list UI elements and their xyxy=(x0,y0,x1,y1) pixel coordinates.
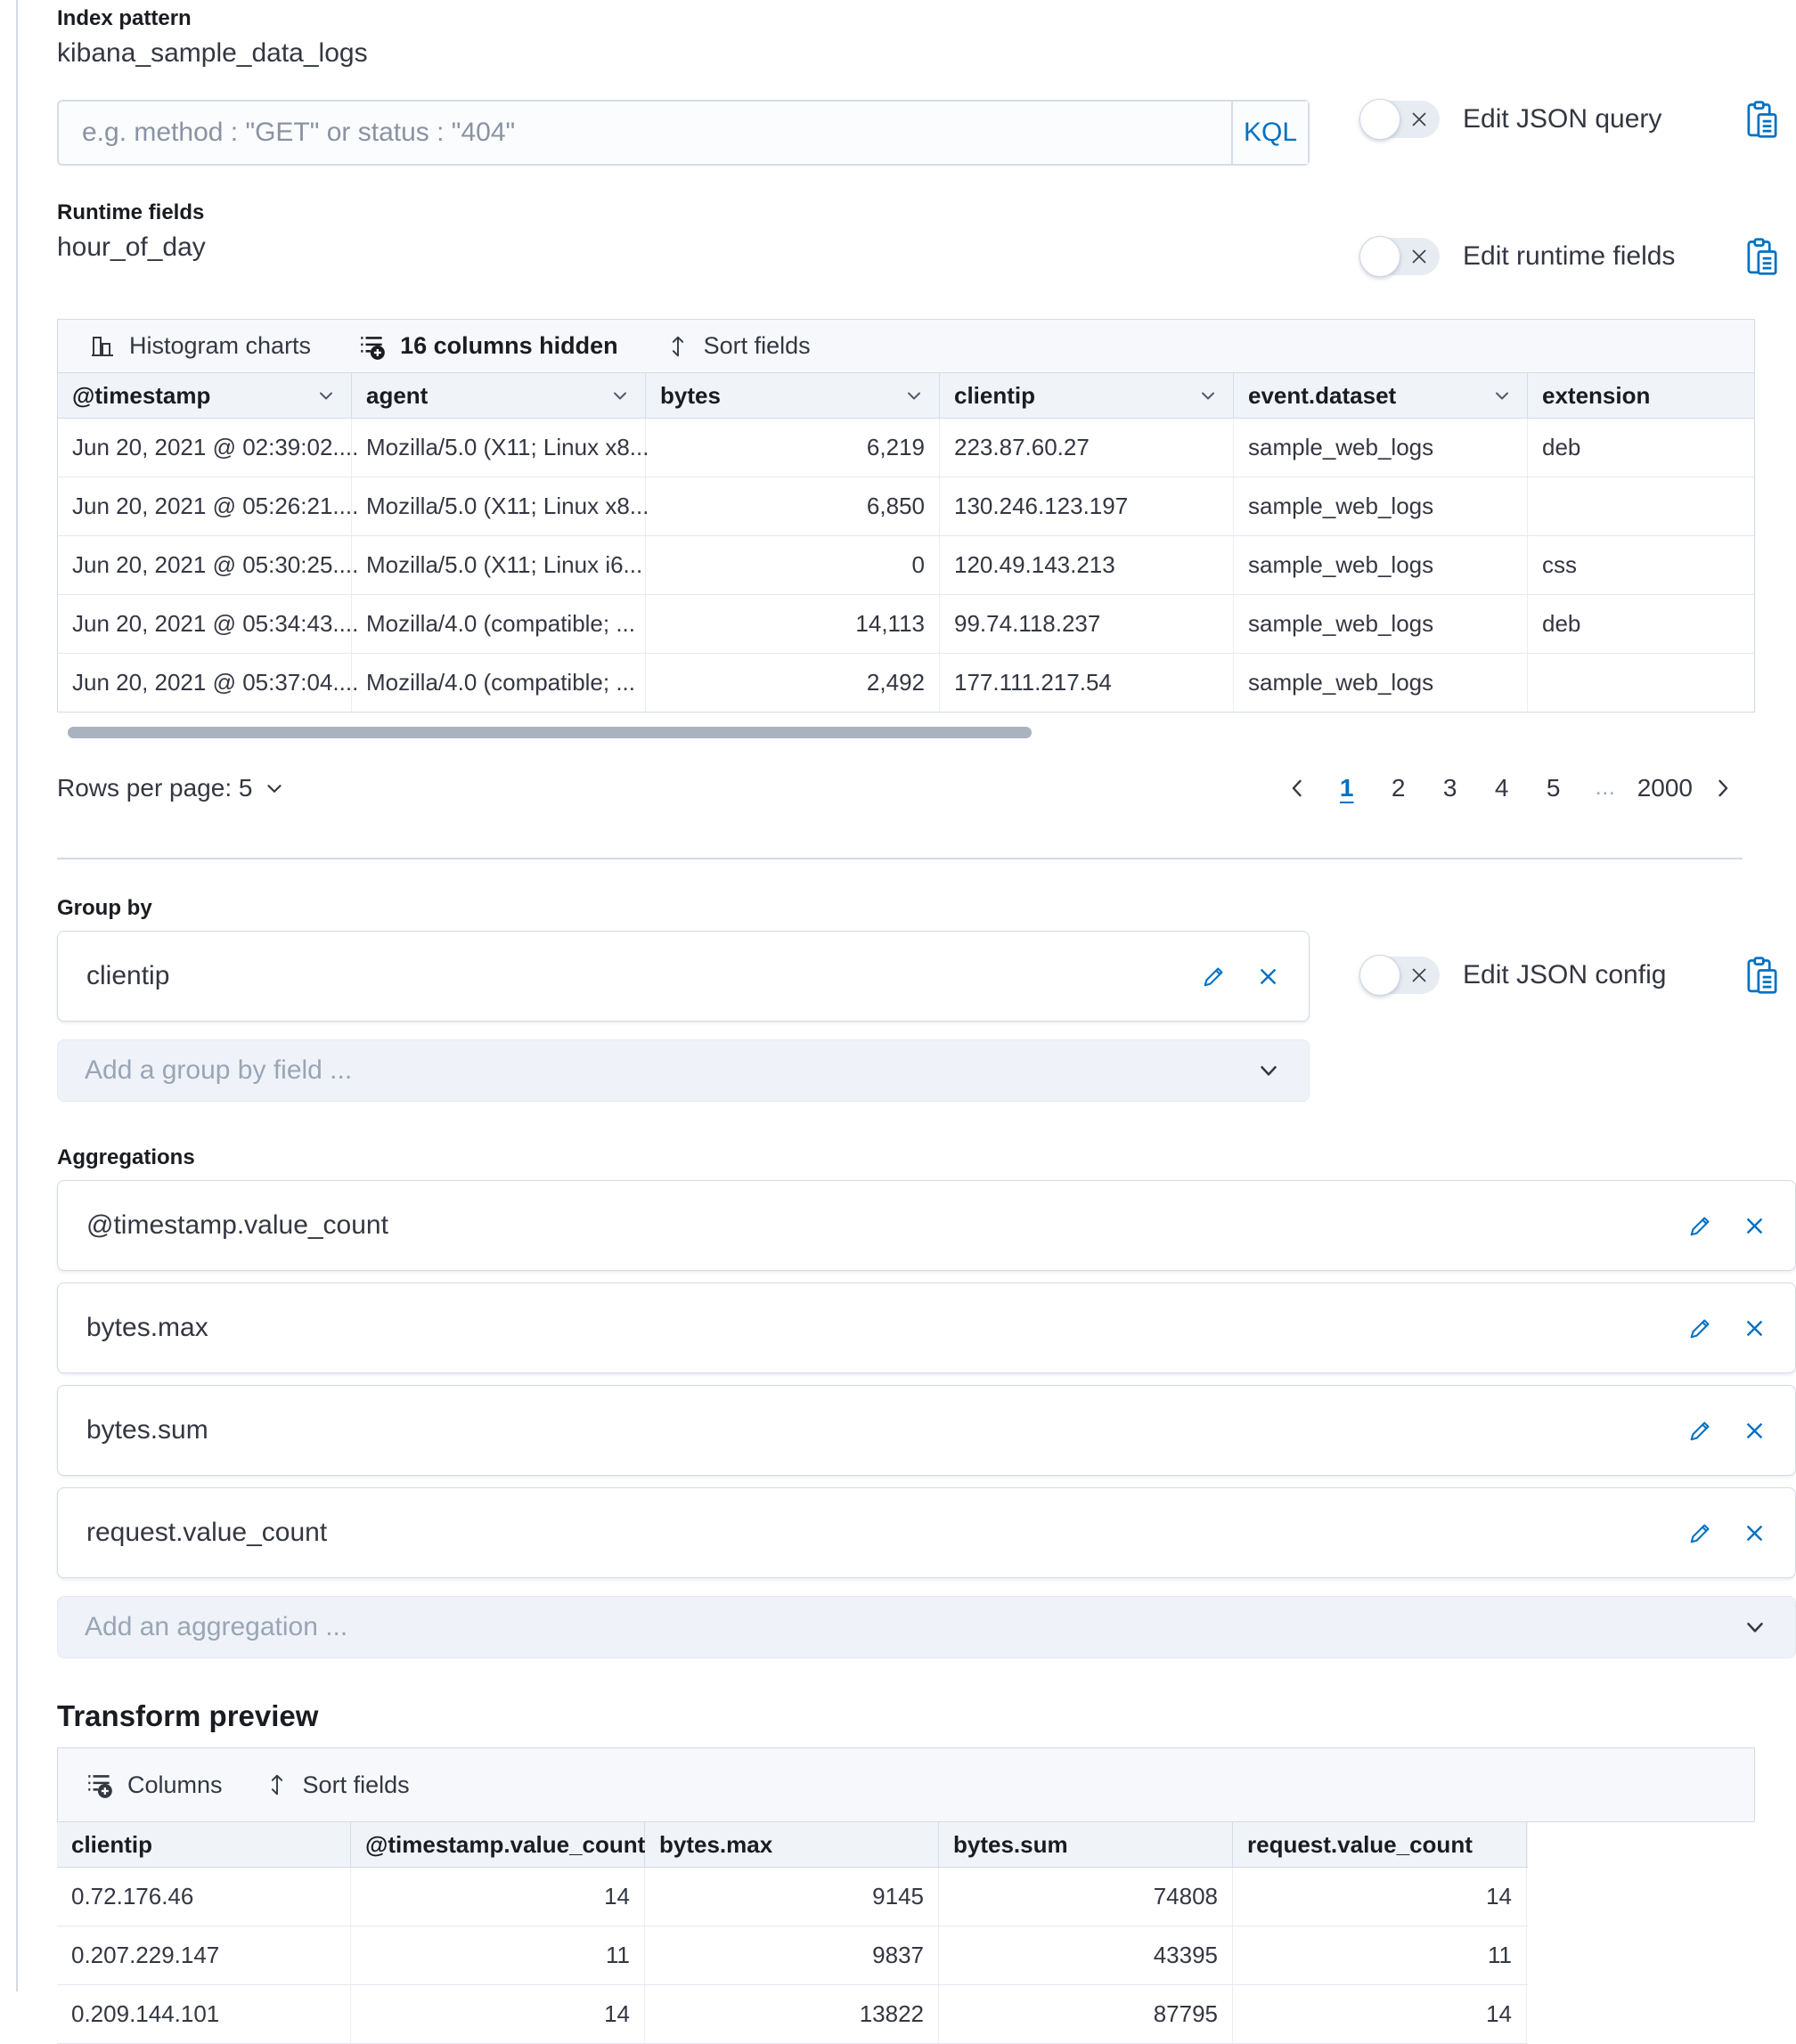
index-pattern-value: kibana_sample_data_logs xyxy=(57,38,368,68)
cell-clientip: 223.87.60.27 xyxy=(940,419,1234,476)
add-group-by-placeholder: Add a group by field ... xyxy=(85,1055,353,1085)
cell-clientip: 130.246.123.197 xyxy=(940,477,1234,535)
column-header-bytes[interactable]: bytes xyxy=(646,373,940,418)
remove-group-by-button[interactable] xyxy=(1256,965,1280,989)
cell-request-value-count: 14 xyxy=(1233,1868,1527,1926)
cell-agent: Mozilla/4.0 (compatible; ... xyxy=(352,654,646,712)
cell-bytes: 6,850 xyxy=(646,477,940,535)
table-row xyxy=(58,595,1754,654)
edit-json-query-rail xyxy=(1310,100,1796,139)
pencil-icon xyxy=(1687,1519,1714,1546)
aggregation-item-label: @timestamp.value_count xyxy=(86,1210,388,1240)
cell-bytes-max: 9145 xyxy=(645,1868,939,1926)
cell-dataset: sample_web_logs xyxy=(1234,654,1528,712)
chevron-down-icon[interactable] xyxy=(1742,1614,1768,1641)
index-pattern-label: Index pattern xyxy=(57,6,192,30)
search-input[interactable] xyxy=(59,102,1231,164)
cell-timestamp: Jun 20, 2021 @ 05:34:43.... xyxy=(58,595,352,653)
group-by-row xyxy=(57,922,1796,1102)
pencil-icon xyxy=(1687,1417,1714,1444)
page-ellipsis: … xyxy=(1594,776,1616,800)
table-row xyxy=(58,536,1754,595)
cell-timestamp: Jun 20, 2021 @ 05:26:21.... xyxy=(58,477,352,535)
edit-aggregation-button[interactable] xyxy=(1687,1212,1714,1239)
runtime-fields-label: Runtime fields xyxy=(57,200,205,224)
aggregation-item-bytes-max xyxy=(57,1283,1796,1373)
search-bar xyxy=(57,100,1310,166)
runtime-fields-row xyxy=(57,200,1796,276)
cell-bytes-max: 13822 xyxy=(645,1985,939,2043)
rows-per-page-button[interactable] xyxy=(57,774,286,802)
toggle-off-x-icon xyxy=(1409,247,1429,266)
pencil-icon xyxy=(1201,963,1228,989)
chevron-right-icon xyxy=(1710,776,1735,801)
aggregations-list xyxy=(57,1171,1796,1658)
sort-arrows-icon xyxy=(264,1771,290,1798)
cell-dataset: sample_web_logs xyxy=(1234,419,1528,476)
table-row xyxy=(58,419,1754,477)
copy-json-config-button[interactable] xyxy=(1743,956,1782,995)
add-aggregation-combobox[interactable] xyxy=(57,1596,1796,1658)
toggle-knob xyxy=(1359,236,1400,277)
remove-aggregation-button[interactable] xyxy=(1743,1419,1767,1443)
sort-fields-button[interactable] xyxy=(665,332,811,360)
column-list-icon xyxy=(357,331,388,362)
table-row xyxy=(57,1868,1528,1926)
transform-preview-grid xyxy=(57,1747,1755,2044)
close-icon xyxy=(1743,1521,1767,1545)
edit-runtime-fields-label[interactable]: Edit runtime fields xyxy=(1463,241,1676,271)
histogram-charts-label: Histogram charts xyxy=(129,332,312,359)
columns-hidden-label: 16 columns hidden xyxy=(400,332,618,359)
cell-bytes-max: 9837 xyxy=(645,1926,939,1984)
cell-dataset: sample_web_logs xyxy=(1234,595,1528,653)
cell-bytes: 2,492 xyxy=(646,654,940,712)
sort-arrows-icon xyxy=(665,333,691,360)
prev-page-button[interactable] xyxy=(1279,776,1315,801)
remove-aggregation-button[interactable] xyxy=(1743,1316,1767,1340)
page-button-1[interactable]: 1 xyxy=(1327,769,1367,808)
cell-bytes-sum: 43395 xyxy=(939,1926,1233,1984)
pagination-row xyxy=(57,769,1755,808)
cell-clientip: 0.72.176.46 xyxy=(57,1868,351,1926)
cell-extension: css xyxy=(1542,551,1577,578)
group-by-list xyxy=(57,922,1310,1102)
cell-extension xyxy=(1528,654,1754,712)
add-group-by-field-combobox[interactable] xyxy=(57,1039,1310,1102)
aggregation-item-label: request.value_count xyxy=(86,1518,328,1547)
edit-json-query-toggle[interactable] xyxy=(1361,101,1440,138)
chevron-down-icon[interactable] xyxy=(609,385,631,406)
close-icon xyxy=(1743,1214,1767,1238)
close-icon xyxy=(1743,1316,1767,1340)
preview-column-header-bytes-max[interactable]: bytes.max xyxy=(645,1822,939,1867)
group-by-item-clientip xyxy=(57,931,1310,1022)
edit-json-config-rail xyxy=(1310,922,1796,995)
page-button-4[interactable]: 4 xyxy=(1482,769,1522,808)
preview-column-header-clientip[interactable]: clientip xyxy=(57,1822,351,1867)
pencil-icon xyxy=(1687,1315,1714,1341)
chevron-down-icon[interactable] xyxy=(315,385,337,406)
cell-clientip: 0.207.229.147 xyxy=(57,1926,351,1984)
copy-json-query-button[interactable] xyxy=(1743,100,1782,139)
page-button-2000[interactable]: 2000 xyxy=(1637,769,1693,808)
cell-request-value-count: 11 xyxy=(1233,1926,1527,1984)
table-row xyxy=(58,477,1754,536)
clipboard-copy-icon xyxy=(1743,956,1782,995)
runtime-fields-block xyxy=(57,200,1310,264)
cell-bytes: 0 xyxy=(646,536,940,594)
query-row xyxy=(57,100,1796,166)
column-header-event-dataset[interactable]: event.dataset xyxy=(1234,373,1528,418)
sort-fields-label: Sort fields xyxy=(703,332,811,359)
add-aggregation-placeholder: Add an aggregation ... xyxy=(85,1612,348,1641)
cell-timestamp: Jun 20, 2021 @ 05:37:04.... xyxy=(58,654,352,712)
toggle-off-x-icon xyxy=(1409,110,1429,129)
column-header-timestamp[interactable]: @timestamp xyxy=(58,373,352,418)
cell-clientip: 120.49.143.213 xyxy=(940,536,1234,594)
preview-sort-fields-button[interactable] xyxy=(264,1771,410,1799)
page-list xyxy=(1279,769,1755,808)
cell-clientip: 99.74.118.237 xyxy=(940,595,1234,653)
toggle-off-x-icon xyxy=(1409,965,1429,985)
preview-sort-fields-label: Sort fields xyxy=(302,1771,410,1798)
edit-group-by-button[interactable] xyxy=(1201,963,1228,989)
source-grid-toolbar xyxy=(58,320,1754,373)
copy-runtime-fields-button[interactable] xyxy=(1743,237,1782,276)
cell-timestamp: Jun 20, 2021 @ 05:30:25.... xyxy=(58,536,352,594)
pencil-icon xyxy=(1687,1212,1714,1239)
cell-extension xyxy=(1528,477,1754,535)
cell-clientip: 177.111.217.54 xyxy=(940,654,1234,712)
close-icon xyxy=(1256,965,1280,989)
edit-json-config-label[interactable]: Edit JSON config xyxy=(1463,960,1667,989)
preview-column-header-request-value-count[interactable]: request.value_count xyxy=(1233,1822,1527,1867)
group-by-label: Group by xyxy=(57,896,152,920)
columns-hidden-button[interactable] xyxy=(357,331,618,362)
cell-bytes-sum: 74808 xyxy=(939,1868,1233,1926)
chevron-down-icon xyxy=(263,777,286,800)
kql-button[interactable]: KQL xyxy=(1231,102,1308,164)
section-divider xyxy=(57,858,1743,859)
cell-extension: deb xyxy=(1542,610,1581,637)
cell-bytes-sum: 87795 xyxy=(939,1985,1233,2043)
source-grid-header xyxy=(58,373,1754,419)
preview-column-header-timestamp-value-count[interactable]: @timestamp.value_count xyxy=(351,1822,645,1867)
table-row xyxy=(57,1926,1528,1985)
chevron-down-icon[interactable] xyxy=(1197,385,1219,406)
cell-extension: deb xyxy=(1542,434,1581,460)
aggregation-item-bytes-sum xyxy=(57,1385,1796,1476)
page-button-3[interactable]: 3 xyxy=(1431,769,1470,808)
cell-agent: Mozilla/5.0 (X11; Linux i6... xyxy=(352,536,646,594)
column-header-agent[interactable]: agent xyxy=(352,373,646,418)
preview-column-header-bytes-sum[interactable]: bytes.sum xyxy=(939,1822,1233,1867)
page-button-5[interactable]: 5 xyxy=(1534,769,1573,808)
histogram-charts-button[interactable] xyxy=(88,332,311,361)
cell-request-value-count: 14 xyxy=(1233,1985,1527,2043)
cell-agent: Mozilla/5.0 (X11; Linux x8... xyxy=(352,477,646,535)
aggregation-item-request-value-count xyxy=(57,1487,1796,1578)
cell-timestamp: Jun 20, 2021 @ 02:39:02.... xyxy=(58,419,352,476)
edit-runtime-fields-rail xyxy=(1310,200,1796,276)
preview-columns-label: Columns xyxy=(127,1771,223,1798)
cell-agent: Mozilla/5.0 (X11; Linux x8... xyxy=(352,419,646,476)
source-data-grid xyxy=(57,319,1755,713)
preview-grid-header xyxy=(57,1822,1528,1868)
column-list-icon xyxy=(85,1770,115,1800)
runtime-fields-value: hour_of_day xyxy=(57,232,206,262)
cell-agent: Mozilla/4.0 (compatible; ... xyxy=(352,595,646,653)
column-header-clientip[interactable]: clientip xyxy=(940,373,1234,418)
edit-aggregation-button[interactable] xyxy=(1687,1315,1714,1341)
edit-runtime-fields-toggle[interactable] xyxy=(1361,238,1440,275)
edit-json-config-toggle[interactable] xyxy=(1361,957,1440,994)
aggregations-label: Aggregations xyxy=(57,1145,195,1169)
page-button-2[interactable]: 2 xyxy=(1379,769,1418,808)
toggle-knob xyxy=(1359,99,1400,140)
cell-bytes: 6,219 xyxy=(646,419,940,476)
edit-json-query-label[interactable]: Edit JSON query xyxy=(1463,104,1662,134)
cell-dataset: sample_web_logs xyxy=(1234,477,1528,535)
chevron-down-icon[interactable] xyxy=(1491,385,1513,406)
table-row xyxy=(57,1985,1528,2044)
chevron-down-icon[interactable] xyxy=(1255,1057,1282,1084)
horizontal-scrollbar-thumb[interactable] xyxy=(68,727,1032,738)
column-header-extension[interactable]: extension xyxy=(1542,381,1651,409)
aggregation-item-timestamp-value-count xyxy=(57,1180,1796,1271)
remove-aggregation-button[interactable] xyxy=(1743,1521,1767,1545)
next-page-button[interactable] xyxy=(1705,776,1741,801)
group-by-item-label: clientip xyxy=(86,961,170,990)
edit-aggregation-button[interactable] xyxy=(1687,1519,1714,1546)
chevron-down-icon[interactable] xyxy=(903,385,925,406)
chevron-left-icon xyxy=(1285,776,1310,801)
close-icon xyxy=(1743,1419,1767,1443)
clipboard-copy-icon xyxy=(1743,237,1782,276)
histogram-icon xyxy=(88,332,117,361)
aggregation-item-label: bytes.max xyxy=(86,1313,208,1342)
rows-per-page-label: Rows per page: 5 xyxy=(57,774,253,802)
cell-bytes: 14,113 xyxy=(646,595,940,653)
cell-timestamp-value-count: 14 xyxy=(351,1868,645,1926)
cell-timestamp-value-count: 11 xyxy=(351,1926,645,1984)
clipboard-copy-icon xyxy=(1743,100,1782,139)
edit-aggregation-button[interactable] xyxy=(1687,1417,1714,1444)
remove-aggregation-button[interactable] xyxy=(1743,1214,1767,1238)
transform-preview-title: Transform preview xyxy=(57,1699,319,1732)
toggle-knob xyxy=(1359,955,1400,996)
cell-timestamp-value-count: 14 xyxy=(351,1985,645,2043)
aggregation-item-label: bytes.sum xyxy=(86,1415,208,1445)
preview-toolbar xyxy=(57,1747,1755,1822)
cell-dataset: sample_web_logs xyxy=(1234,536,1528,594)
preview-columns-button[interactable] xyxy=(85,1770,223,1800)
table-row xyxy=(58,654,1754,712)
cell-clientip: 0.209.144.101 xyxy=(57,1985,351,2043)
wizard-step-rule xyxy=(16,0,18,1991)
